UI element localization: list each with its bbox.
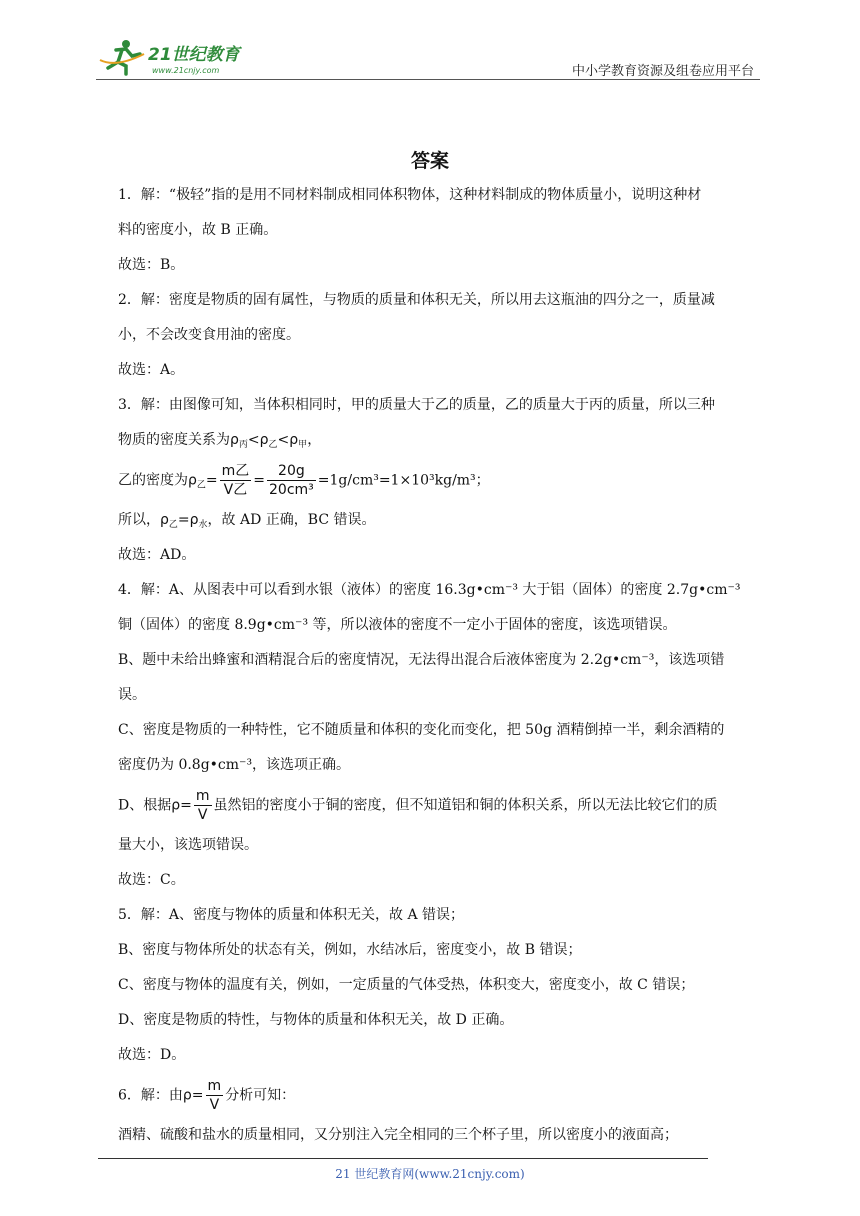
q3-line2: 物质的密度关系为$\rho_丙<\rho_乙<\rho_甲$， [118,432,322,450]
page-title: 答案 [410,150,449,172]
fraction-mass-volume: $\frac{\text{m乙}}{\text{V乙}}$ [221,463,250,498]
q5-b: B、密度与物体所处的状态有关，例如，水结冰后，密度变小，故 B 错误； [118,942,582,958]
footer-text: 21 世纪教育网(www.21cnjy.com) [335,1167,525,1181]
svg-text:21世纪教育: 21世纪教育 [148,45,240,65]
q2-line2: 小，不会改变食用油的密度。 [118,327,300,343]
fraction-density-formula: $\frac{m}{V}$ [207,1078,222,1113]
q5-a: 5．解：A、密度与物体的质量和体积无关，故 A 错误； [118,907,465,923]
q1-line2: 料的密度小，故 B 正确。 [118,222,278,238]
q3-line4: 所以，$\rho_乙=\rho_水$，故 AD 正确，BC 错误。 [118,512,376,530]
q4-b-line2: 误。 [118,687,146,703]
site-logo [96,38,266,78]
q4-d-line2: 量大小，该选项错误。 [118,837,258,853]
running-figure-icon [100,40,144,74]
q4-c-line1: C、密度是物质的一种特性，它不随质量和体积的变化而变化，把 50g 酒精倒掉一半，剩余酒精的 [118,722,725,738]
q1-answer: 故选：B。 [118,257,185,273]
q2-line1: 2．解：密度是物质的固有属性，与物质的质量和体积无关，所以用去这瓶油的四分之一，质量减 [118,292,715,308]
q4-b-line1: B、题中未给出蜂蜜和酒精混合后的密度情况，无法得出混合后液体密度为 2.2g•cm⁻³，该选项错 [118,652,725,668]
q3-line3: 乙的密度为$\rho_乙=$ $\frac{\text{m乙}}{\text{V乙}}$ = $\frac{20g}{\text{20cm³}}$ =1g/cm³=1×10³kg/m³； [118,463,490,498]
q5-d: D、密度是物质的特性，与物体的质量和体积无关，故 D 正确。 [118,1012,514,1028]
fraction-values: $\frac{20g}{\text{20cm³}}$ [269,463,314,498]
q3-answer: 故选：AD。 [118,547,196,563]
q4-answer: 故选：C。 [118,872,185,888]
q5-c: C、密度与物体的温度有关，例如，一定质量的气体受热，体积变大，密度变小，故 C 错误； [118,977,695,993]
platform-name: 中小学教育资源及组卷应用平台 [571,64,754,79]
page-header [96,38,760,82]
q4-a-line1: 4．解：A、从图表中可以看到水银（液体）的密度 16.3g•cm⁻³ 大于铝（固体）的密度 2.7g•cm⁻³ [118,582,741,598]
q4-a-line2: 铜（固体）的密度 8.9g•cm⁻³ 等，所以液体的密度不一定小于固体的密度，该选项错误。 [118,617,677,633]
q6-line2: 酒精、硫酸和盐水的质量相同，又分别注入完全相同的三个杯子里，所以密度小的液面高； [118,1127,678,1143]
q4-c-line2: 密度仍为 0.8g•cm⁻³，该选项正确。 [118,757,351,773]
q3-line1: 3．解：由图像可知，当体积相同时，甲的质量大于乙的质量，乙的质量大于丙的质量，所以三种 [118,397,715,413]
fraction-density-formula: $\frac{m}{V}$ [195,788,210,823]
q4-d-line1: D、根据ρ= $\frac{m}{V}$ 虽然铝的密度小于铜的密度，但不知道铝和铜的体积关系，所以无法比较它们的质 [118,788,718,823]
answer-content [118,178,760,1153]
header-divider [96,79,760,80]
q1-line1: 1．解：“极轻”指的是用不同材料制成相同体积物体，这种材料制成的物体质量小，说明这种材 [118,187,702,203]
q6-line1: 6．解：由ρ= $\frac{m}{V}$ 分析可知： [118,1078,296,1113]
footer-divider [98,1158,708,1159]
q2-answer: 故选：A。 [118,362,185,378]
svg-text:www.21cnjy.com: www.21cnjy.com [152,66,220,75]
q5-answer: 故选：D。 [118,1047,186,1063]
